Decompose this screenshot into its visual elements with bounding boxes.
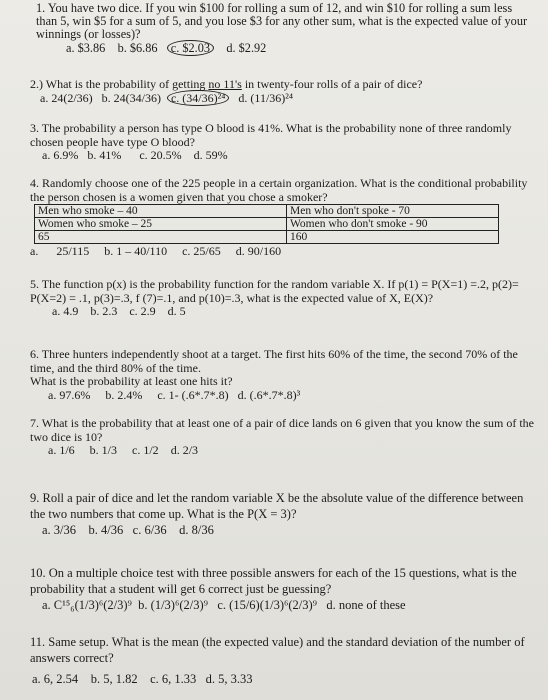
q5-option-b: b. 2.3	[90, 304, 118, 318]
question-4	[30, 177, 535, 259]
question-3-text: 3. The probability a person has type O blood is 41%. What is the probability none of three randomly chosen people have type O blood?	[30, 121, 512, 149]
q7-option-c: c. 1/2	[132, 443, 159, 457]
question-5	[30, 278, 535, 319]
table-row	[35, 218, 499, 231]
q11-option-c: c. 6, 1.33	[150, 672, 197, 686]
q11-option-a: a. 6, 2.54	[32, 672, 79, 686]
q2-option-d: d. (11/36)²⁴	[238, 90, 294, 105]
q3-option-b: b. 41%	[87, 148, 122, 162]
question-5-options	[52, 305, 535, 319]
table-row	[35, 205, 499, 218]
q2-text-underlined: no 11's	[208, 77, 242, 91]
question-2-options	[40, 92, 530, 106]
q9-option-b: b. 4/36	[88, 523, 124, 537]
question-6-text-2: What is the probability at least one hits it?	[30, 374, 233, 388]
q4-option-a-letter: a.	[30, 244, 39, 258]
q5-option-a: a. 4.9	[52, 304, 79, 318]
q2-option-c: c. (34/36)²⁴	[167, 90, 229, 106]
q4-option-a: 25/115	[56, 244, 90, 258]
question-10	[30, 565, 538, 613]
table-cell: Men who don't spoke - 70	[287, 205, 499, 218]
question-7-options	[48, 444, 535, 458]
q1-option-b: b. $6.86	[117, 41, 158, 55]
question-7	[30, 417, 535, 458]
table-cell: Women who smoke – 25	[35, 218, 287, 231]
question-1	[36, 2, 534, 55]
question-10-options	[42, 597, 538, 613]
q5-option-d: d. 5	[167, 304, 186, 318]
question-4-options	[30, 245, 535, 259]
table-cell: 65	[35, 231, 287, 244]
q1-option-d: d. $2.92	[226, 41, 267, 55]
question-10-text: 10. On a multiple choice test with three possible answers for each of the 15 questions, what is the probability that a student will get 6 correct just be guessing?	[30, 566, 517, 596]
question-7-text: 7. What is the probability that at least one of a pair of dice lands on 6 given that you know the sum of the two dice is 10?	[30, 416, 534, 444]
q10-option-d: d. none of these	[326, 598, 406, 612]
q6-option-b: b. 2.4%	[105, 387, 143, 402]
q7-option-a: a. 1/6	[48, 443, 75, 457]
question-11-text: 11. Same setup. What is the mean (the expected value) and the standard deviation of the number of answers correct?	[30, 635, 525, 665]
question-9-text: 9. Roll a pair of dice and let the random variable X be the absolute value of the difference between the two numbers that come up. What is the P(X = 3)?	[30, 491, 524, 521]
table-cell: Women who don't smoke - 90	[287, 218, 499, 231]
q4-option-c: c. 25/65	[182, 244, 221, 258]
q7-option-b: b. 1/3	[89, 443, 118, 457]
q4-option-b: b. 1 – 40/110	[104, 244, 168, 258]
table-row	[35, 231, 499, 244]
question-4-text: 4. Randomly choose one of the 225 people in a certain organization. What is the conditional probability the person chosen is a women given that you chose a smoker?	[30, 176, 528, 204]
q9-option-c: c. 6/36	[132, 523, 167, 537]
question-5-text: 5. The function p(x) is the probability function for the random variable X. If p(1) = P(X=1) =.2, p(2)= P(X=2) = .1, p(3)=.3, f (7)=.1, and p(10)=.3, what is the expected value of X, E(X)?	[30, 277, 519, 305]
q9-option-d: d. 8/36	[179, 523, 214, 537]
q10-option-b: b. (1/3)⁶(2/3)⁹	[138, 598, 208, 612]
question-2-text	[30, 78, 530, 92]
question-6-text: 6. Three hunters independently shoot at a target. The first hits 60% of the time, the second 70% of the time, and the third 80% of the time.	[30, 347, 518, 375]
question-2	[30, 78, 530, 105]
q11-option-d: d. 5, 3.33	[205, 672, 253, 686]
q2-option-a: a. 24(2/36)	[40, 90, 93, 105]
question-6	[30, 348, 535, 402]
smoker-table	[34, 204, 499, 244]
question-9-options	[42, 522, 538, 538]
question-1-text: 1. You have two dice. If you win $100 for rolling a sum of 12, and win $10 for rolling a sum less than 5, win $5 for a sum of 5, and you lose $3 for any other sum, what is the expected value of your winnings (or losses)?	[36, 1, 528, 41]
q1-option-c: c. $2.03	[167, 40, 214, 56]
q10-option-c: c. (15/6)(1/3)⁶(2/3)⁹	[217, 598, 318, 612]
question-6-options	[48, 389, 535, 403]
q9-option-a: a. 3/36	[42, 523, 77, 537]
question-3-options	[42, 149, 535, 163]
q10-option-a: a. C¹⁵₆(1/3)⁶(2/3)⁹	[42, 598, 132, 612]
q3-option-c: c. 20.5%	[139, 148, 182, 162]
table-cell: Men who smoke – 40	[35, 205, 287, 218]
question-11	[30, 634, 538, 687]
table-cell: 160	[287, 231, 499, 244]
q2-text-post: in twenty-four rolls of a pair of dice?	[241, 77, 423, 91]
q4-option-d: d. 90/160	[235, 244, 282, 258]
question-1-options	[66, 42, 534, 55]
q6-option-d: d. (.6*.7*.8)³	[237, 387, 301, 402]
q2-text-pre: 2.) What is the probability of getting	[30, 77, 209, 91]
q7-option-d: d. 2/3	[170, 443, 199, 457]
question-11-options	[32, 671, 538, 687]
question-3	[30, 122, 535, 163]
question-9	[30, 490, 538, 538]
q2-option-b: b. 24(34/36)	[101, 90, 161, 105]
q3-option-a: a. 6.9%	[42, 148, 79, 162]
q6-option-c: c. 1- (.6*.7*.8)	[157, 387, 229, 402]
q3-option-d: d. 59%	[193, 148, 228, 162]
q1-option-a: a. $3.86	[66, 41, 106, 55]
q5-option-c: c. 2.9	[129, 304, 156, 318]
q6-option-a: a. 97.6%	[48, 387, 91, 402]
q11-option-b: b. 5, 1.82	[90, 672, 138, 686]
